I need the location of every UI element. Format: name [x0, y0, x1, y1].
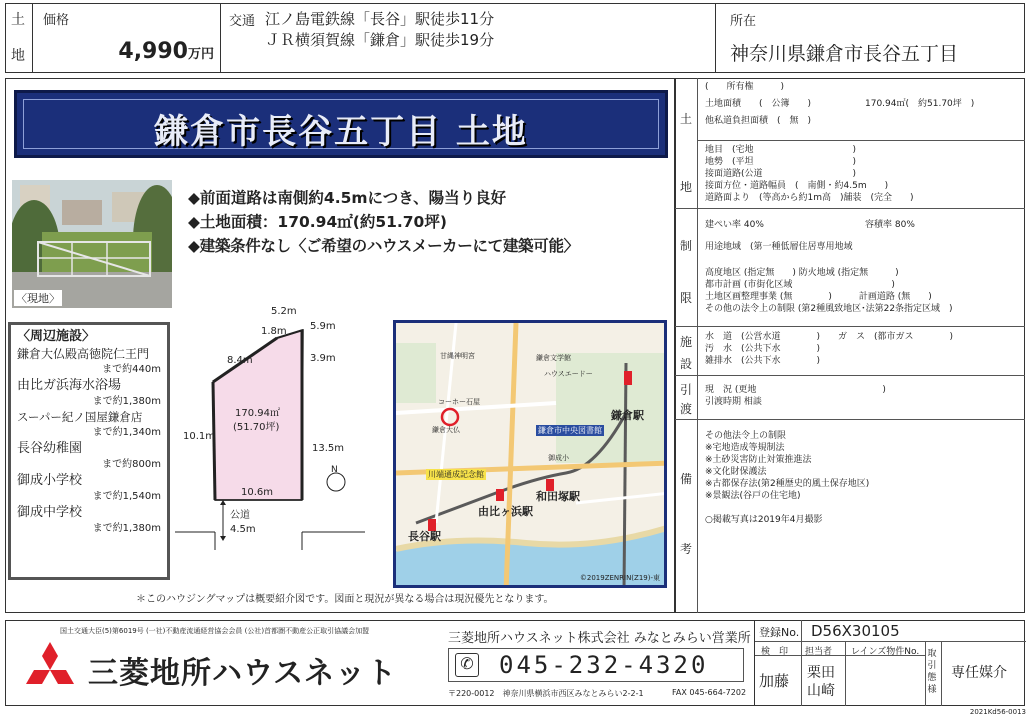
feature-1: ◆前面道路は南側約4.5mにつき、陽当り良好 [188, 189, 507, 207]
spec-tenure: ( 所有権 ) [705, 82, 785, 92]
spec-restrict-line: 都市計画 (市街化区域 ) [705, 280, 895, 290]
spec-remark-line: ※文化財保護法 [705, 467, 767, 477]
address-label: 所在 [730, 14, 757, 29]
spec-label-facility [675, 327, 697, 376]
mitsubishi-logo-icon [20, 640, 80, 692]
spec-land-area-label: 土地面積 ( 公簿 ) [705, 99, 812, 109]
nearby-item [17, 346, 161, 376]
company-name: 三菱地所ハウスネット株式会社 みなとみらい営業所 [448, 631, 751, 646]
spec-remark-line: ※宅地造成等規制法 [705, 443, 785, 453]
property-type [5, 3, 33, 73]
dim-label: 8.4m [227, 355, 253, 366]
feature-3: ◆建築条件なし〈ご希望のハウスメーカーにて建築可能〉 [188, 237, 579, 255]
spec-delivery-line: 現 況 (更地 ) [705, 385, 886, 395]
features [188, 186, 672, 258]
nearby-name: 鎌倉大仏殿高徳院仁王門 [17, 347, 150, 361]
property-type-char-2: 地 [11, 48, 25, 64]
transport-label: 交通 [229, 14, 256, 29]
registry-box [754, 620, 1025, 706]
price-label: 価格 [43, 13, 70, 28]
road-label: 公道 [230, 510, 250, 521]
company-address: 〒220-0012 神奈川県横浜市西区みなとみらい2-2-1 [448, 689, 644, 698]
spec-land1 [697, 78, 1025, 141]
title-banner [14, 90, 668, 158]
spec-remark-line: ○掲載写真は2019年4月撮影 [705, 515, 823, 525]
spec-label-remarks [675, 420, 697, 613]
nearby-title: 〈周辺施設〉 [17, 329, 96, 344]
price-cell [33, 3, 221, 73]
doc-code: 2021Kd56-0013 [969, 708, 1026, 716]
nearby-name: 由比ガ浜海水浴場 [17, 378, 122, 393]
col-label-reins: レインズ物件No. [851, 647, 920, 657]
spec-delivery [697, 376, 1025, 420]
nearby-name: 御成中学校 [17, 505, 83, 520]
dim-label: 10.6m [241, 487, 274, 498]
plot-area-tsubo: (51.70坪) [233, 422, 280, 433]
site-photo-image [12, 180, 172, 308]
dim-label: 1.8m [261, 326, 287, 337]
road-width: 4.5m [230, 524, 256, 535]
map-label: ハウスエードー [544, 370, 593, 378]
trade-label-text: 取引態様 [927, 649, 937, 695]
spec-label-char: 考 [680, 542, 693, 556]
nearby-dist: まで約1,340m [92, 427, 161, 438]
spec-land-area-value: 170.94㎡( 約51.70坪 ) [865, 99, 975, 109]
spec-label-delivery [675, 376, 697, 420]
spec-facility [697, 327, 1025, 376]
spec-yoseki: 容積率 80% [865, 220, 915, 230]
transport-line-2: ＪＲ横須賀線「鎌倉」駅徒歩19分 [265, 31, 495, 49]
map-drawing [396, 323, 667, 588]
spec-label-char: 限 [680, 291, 693, 305]
transport-line-1: 江ノ島電鉄線「長谷」駅徒歩11分 [265, 10, 495, 28]
spec-facility-line: 雑排水 (公共下水 ) [705, 356, 821, 366]
nearby-panel [8, 322, 170, 580]
map-label: 長谷駅 [408, 530, 441, 543]
plot-diagram [175, 300, 385, 595]
address-cell [716, 3, 1025, 73]
map-label: 御成小 [548, 454, 569, 462]
spec-label-land [675, 78, 697, 209]
spec-label-char: 引 [680, 383, 693, 397]
phone-icon: ✆ [455, 653, 479, 677]
phone-number: 045-232-4320 [499, 651, 709, 679]
spec-restrict [697, 209, 1025, 327]
fax-number: FAX 045-664-7202 [672, 688, 747, 697]
site-photo [12, 180, 172, 308]
nearby-item [17, 471, 161, 503]
col-label-inspect: 検 印 [761, 647, 789, 657]
map-label: 鎌倉駅 [611, 409, 644, 422]
map-label: 甘縄神明宮 [440, 352, 475, 360]
map-label: 鎌倉文学館 [536, 354, 571, 362]
spec-facility-line: 水 道 (公営水道 ) ガ ス (都市ガス ) [705, 332, 954, 342]
map-footnote: ＊このハウジングマップは概要紹介図です。図面と現況が異なる場合は現況優先となります。 [136, 594, 554, 605]
dim-label: 5.9m [310, 321, 336, 332]
nearby-name: 長谷幼稚園 [17, 441, 83, 456]
dim-label: 5.2m [271, 306, 297, 317]
spec-facility-line: 汚 水 (公共下水 ) [705, 344, 821, 354]
nearby-dist: まで約1,380m [92, 396, 161, 407]
map-label: 川端通成記念館 [428, 470, 484, 479]
nearby-item [17, 439, 161, 471]
inspector-name: 加藤 [759, 672, 790, 690]
spec-kenpei: 建ぺい率 40% [705, 220, 764, 230]
spec-label-restrict [675, 209, 697, 327]
trade-value: 専任媒介 [951, 665, 1007, 681]
nearby-dist: まで約800m [102, 459, 161, 470]
map-label: 鎌倉大仏 [432, 426, 460, 434]
spec-label-char: 渡 [680, 402, 693, 416]
plot-shape [175, 300, 385, 595]
map-label: 鎌倉市中央図書館 [538, 426, 602, 435]
staff-name-2: 山崎 [807, 683, 835, 699]
nearby-item [17, 376, 161, 408]
spec-remark-line [705, 502, 1017, 514]
spec-remark-line: ※土砂災害防止対策推進法 [705, 455, 812, 465]
spec-remarks [697, 420, 1025, 613]
map-label: 由比ヶ浜駅 [478, 505, 533, 518]
spec-label-char: 制 [680, 239, 693, 253]
address-value: 神奈川県鎌倉市長谷五丁目 [730, 43, 959, 65]
feature-2: ◆土地面積：170.94㎡(約51.70坪) [188, 213, 447, 231]
spec-label-char: 備 [680, 472, 693, 486]
north-label: N [331, 465, 338, 475]
spec-land2 [697, 141, 1025, 209]
spec-delivery-line: 引渡時期 相談 [705, 397, 762, 407]
map-label: 和田塚駅 [536, 490, 580, 503]
spec-land-line: 接面方位・道路幅員 ( 南側・約4.5m ) [705, 181, 889, 191]
property-type-char-1: 土 [11, 12, 25, 28]
nearby-dist: まで約1,540m [92, 491, 161, 502]
nearby-item [17, 503, 161, 535]
map-copyright: ©2019ZENRIN(Z19)-東 [579, 574, 660, 582]
nearby-item [17, 408, 161, 439]
dim-label: 10.1m [183, 431, 216, 442]
spec-remark-line: その他法令上の制限 [705, 431, 787, 441]
reg-value: D56X30105 [811, 622, 900, 640]
spec-youto: 用途地域 (第一種低層住居専用地域 [705, 242, 853, 252]
dim-label: 3.9m [310, 353, 336, 364]
spec-land-line: 接面道路(公道 ) [705, 169, 857, 179]
spec-remark-line: ※古都保存法(第2種歴史的風土保存地区) [705, 479, 870, 489]
spec-land-line: 地目 (宅地 ) [705, 145, 857, 155]
logo-text: 三菱地所ハウスネット [88, 656, 398, 691]
col-label-staff: 担当者 [805, 647, 833, 657]
area-map [393, 320, 667, 588]
nearby-name: 御成小学校 [17, 473, 83, 488]
spec-label-char: 施 [680, 335, 693, 349]
spec-restrict-line: 高度地区 (指定無 ) 防火地域 (指定無 ) [705, 268, 899, 278]
spec-restrict-line: 土地区画整理事業 (無 ) 計画道路 (無 ) [705, 292, 932, 302]
price-value: 4,990 [118, 39, 188, 64]
trade-label [927, 648, 939, 696]
nearby-name: スーパー紀ノ国屋鎌倉店 [17, 410, 143, 424]
license-text: 国土交通大臣(5)第6019号 (一社)不動産流通経営協会会員 (公社)首都圏不動産公正取引協議会加盟 [60, 627, 370, 635]
transport-cell [221, 3, 716, 73]
map-label: コーホー石屋 [438, 398, 480, 406]
spec-private-road: 他私道負担面積 ( 無 ) [705, 116, 812, 126]
reg-label: 登録No. [759, 626, 800, 639]
spec-land-line: 地勢 (平坦 ) [705, 157, 857, 167]
nearby-dist: まで約440m [102, 364, 161, 375]
spec-label-char: 地 [680, 180, 693, 194]
spec-remark-line: ※景観法(谷戸の住宅地) [705, 491, 801, 501]
spec-label-char: 設 [680, 357, 693, 371]
spec-land-line: 道路面より (等高から約1m高 )舗装 (完全 ) [705, 193, 914, 203]
photo-caption: 〈現地〉 [16, 292, 60, 305]
spec-label-char: 土 [680, 112, 693, 126]
phone-box [448, 648, 744, 682]
price-unit: 万円 [187, 47, 214, 62]
staff-name-1: 栗田 [807, 665, 835, 681]
spec-restrict-line: その他の法令上の制限 (第2種風致地区･法第22条指定区域 ) [705, 304, 953, 314]
banner-title: 鎌倉市長谷五丁目 土地 [154, 112, 528, 152]
plot-area: 170.94㎡ [235, 408, 280, 419]
nearby-dist: まで約1,380m [92, 523, 161, 534]
dim-label: 13.5m [312, 443, 345, 454]
